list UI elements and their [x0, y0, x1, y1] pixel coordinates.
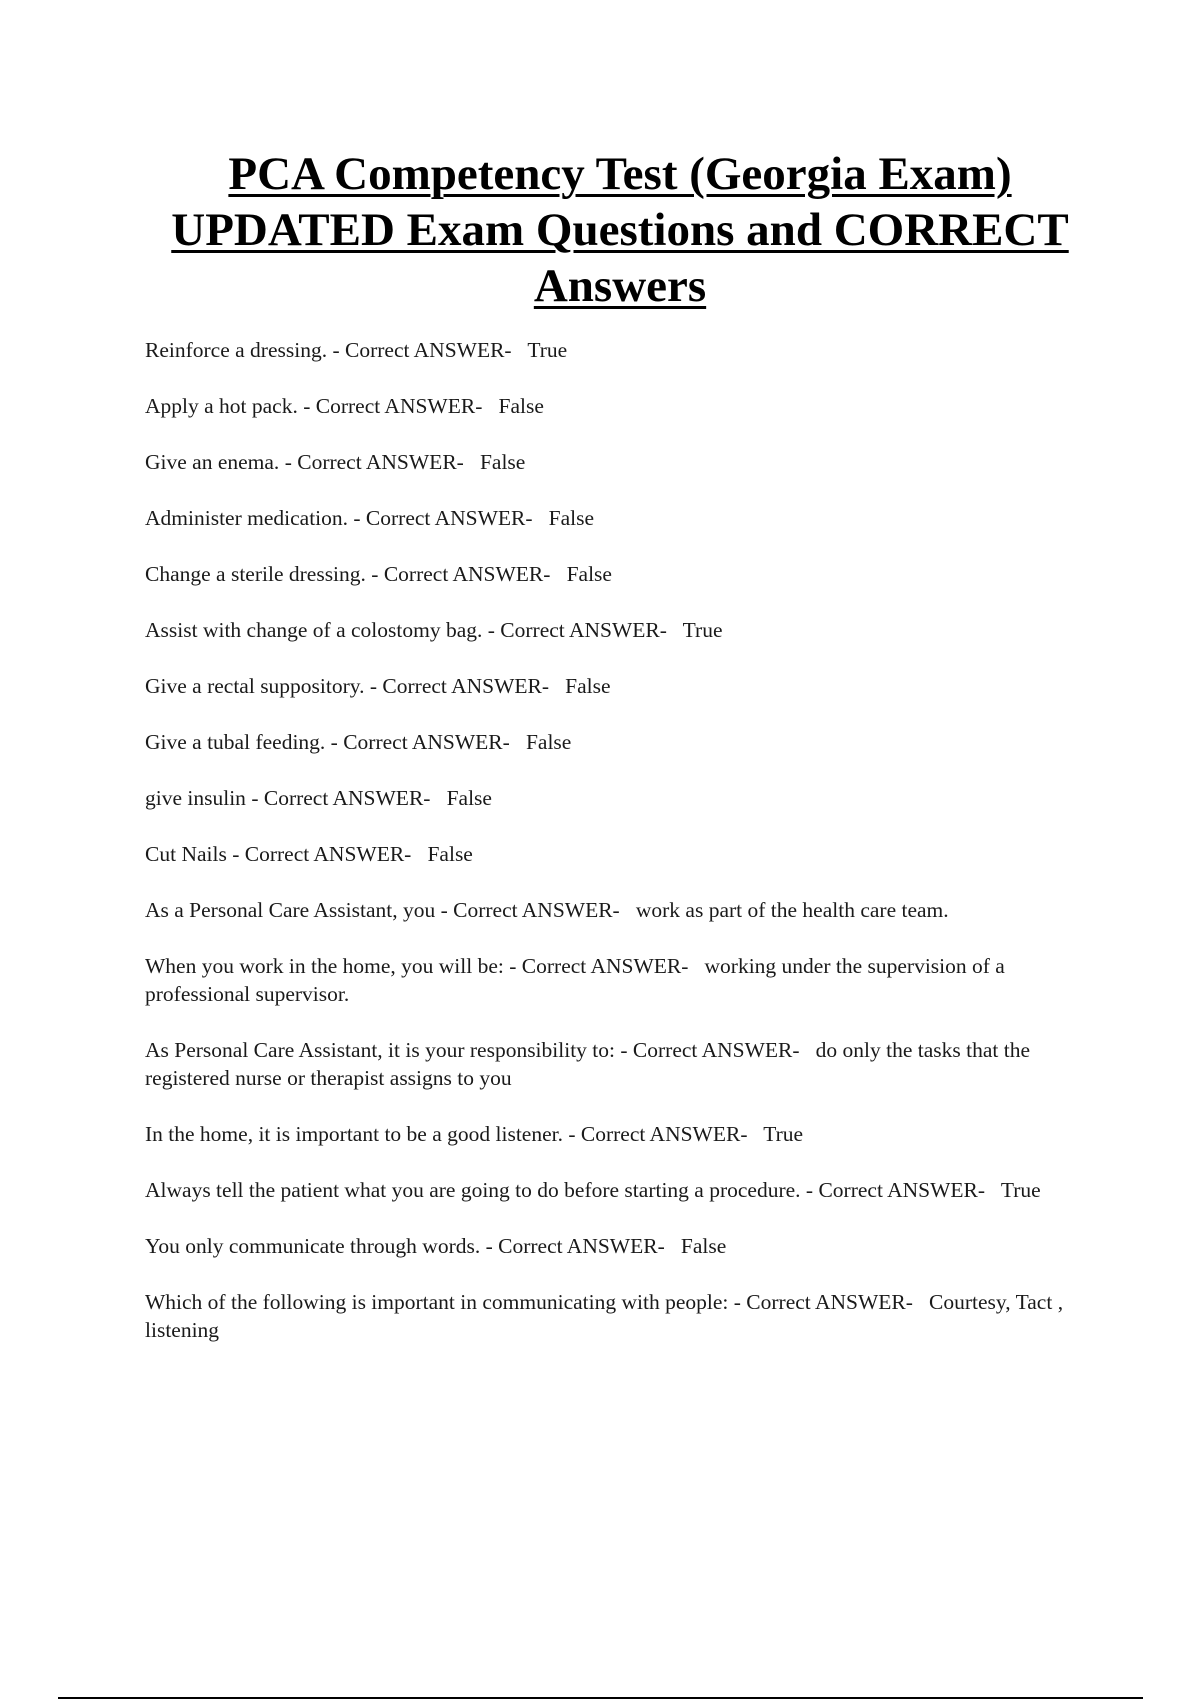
answer-text: working under the supervision of a professional supervisor.: [145, 954, 1005, 1006]
answer-marker: - Correct ANSWER-: [509, 954, 689, 978]
answer-marker: - Correct ANSWER-: [371, 562, 551, 586]
question-text: You only communicate through words.: [145, 1234, 481, 1258]
question-text: Always tell the patient what you are going to do before starting a procedure.: [145, 1178, 801, 1202]
answer-text: False: [548, 506, 595, 530]
title-line-2: UPDATED Exam Questions and CORRECT: [171, 204, 1069, 256]
answer-marker: - Correct ANSWER-: [485, 1234, 665, 1258]
answer-marker: - Correct ANSWER-: [303, 394, 483, 418]
question-text: Change a sterile dressing.: [145, 562, 366, 586]
answer-marker: - Correct ANSWER-: [330, 730, 510, 754]
answer-text: work as part of the health care team.: [635, 898, 949, 922]
answer-marker: - Correct ANSWER-: [369, 674, 550, 698]
answer-text: Courtesy, Tact , listening: [145, 1290, 1064, 1342]
answer-text: False: [498, 394, 544, 418]
answer-marker: - Correct ANSWER-: [332, 338, 512, 362]
question-text: Give an enema.: [145, 450, 280, 474]
question-text: Cut Nails: [145, 842, 227, 866]
answer-text: False: [427, 842, 473, 866]
qa-item: [145, 336, 1085, 364]
answer-marker: - Correct ANSWER-: [232, 842, 412, 866]
qa-item: [145, 1232, 1085, 1260]
qa-item: [145, 560, 1085, 588]
qa-item: [145, 784, 1085, 812]
footer-rule: [58, 1697, 1143, 1699]
qa-item: [145, 616, 1085, 644]
qa-item: [145, 672, 1085, 700]
qa-item: [145, 392, 1085, 420]
answer-text: False: [680, 1234, 727, 1258]
answer-marker: - Correct ANSWER-: [251, 786, 431, 810]
qa-list: [145, 336, 1085, 1372]
answer-marker: - Correct ANSWER-: [353, 506, 533, 530]
question-text: Which of the following is important in communicating with people:: [145, 1290, 729, 1314]
answer-marker: - Correct ANSWER-: [440, 898, 620, 922]
question-text: As a Personal Care Assistant, you: [145, 898, 436, 922]
answer-marker: - Correct ANSWER-: [568, 1122, 748, 1146]
question-text: Administer medication.: [145, 506, 349, 530]
question-text: Give a rectal suppository.: [145, 674, 365, 698]
question-text: Reinforce a dressing.: [145, 338, 328, 362]
answer-marker: - Correct ANSWER-: [487, 618, 667, 642]
qa-item: [145, 896, 1085, 924]
question-text: give insulin: [145, 786, 246, 810]
answer-text: False: [566, 562, 612, 586]
qa-item: [145, 1176, 1085, 1204]
answer-text: False: [565, 674, 611, 698]
answer-text: False: [525, 730, 572, 754]
question-text: Apply a hot pack.: [145, 394, 298, 418]
question-text: As Personal Care Assistant, it is your responsibility to:: [145, 1038, 615, 1062]
answer-text: True: [763, 1122, 804, 1146]
question-text: When you work in the home, you will be:: [145, 954, 504, 978]
answer-text: False: [479, 450, 526, 474]
answer-text: True: [527, 338, 568, 362]
question-text: In the home, it is important to be a good listener.: [145, 1122, 563, 1146]
qa-item: [145, 1288, 1085, 1344]
title-line-3: Answers: [533, 260, 707, 312]
question-text: Give a tubal feeding.: [145, 730, 326, 754]
question-text: Assist with change of a colostomy bag.: [145, 618, 483, 642]
answer-text: do only the tasks that the registered nurse or therapist assigns to you: [145, 1038, 1031, 1090]
qa-item: [145, 728, 1085, 756]
qa-item: [145, 1120, 1085, 1148]
answer-text: False: [446, 786, 492, 810]
qa-item: [145, 448, 1085, 476]
answer-marker: - Correct ANSWER-: [805, 1178, 986, 1202]
answer-text: True: [682, 618, 723, 642]
page-title: [110, 146, 1130, 314]
qa-item: [145, 840, 1085, 868]
answer-marker: - Correct ANSWER-: [284, 450, 464, 474]
qa-item: [145, 952, 1085, 1008]
qa-item: [145, 1036, 1085, 1092]
answer-marker: - Correct ANSWER-: [620, 1038, 800, 1062]
answer-marker: - Correct ANSWER-: [733, 1290, 913, 1314]
answer-text: True: [1000, 1178, 1041, 1202]
title-line-1: PCA Competency Test (Georgia Exam): [228, 148, 1012, 200]
qa-item: [145, 504, 1085, 532]
